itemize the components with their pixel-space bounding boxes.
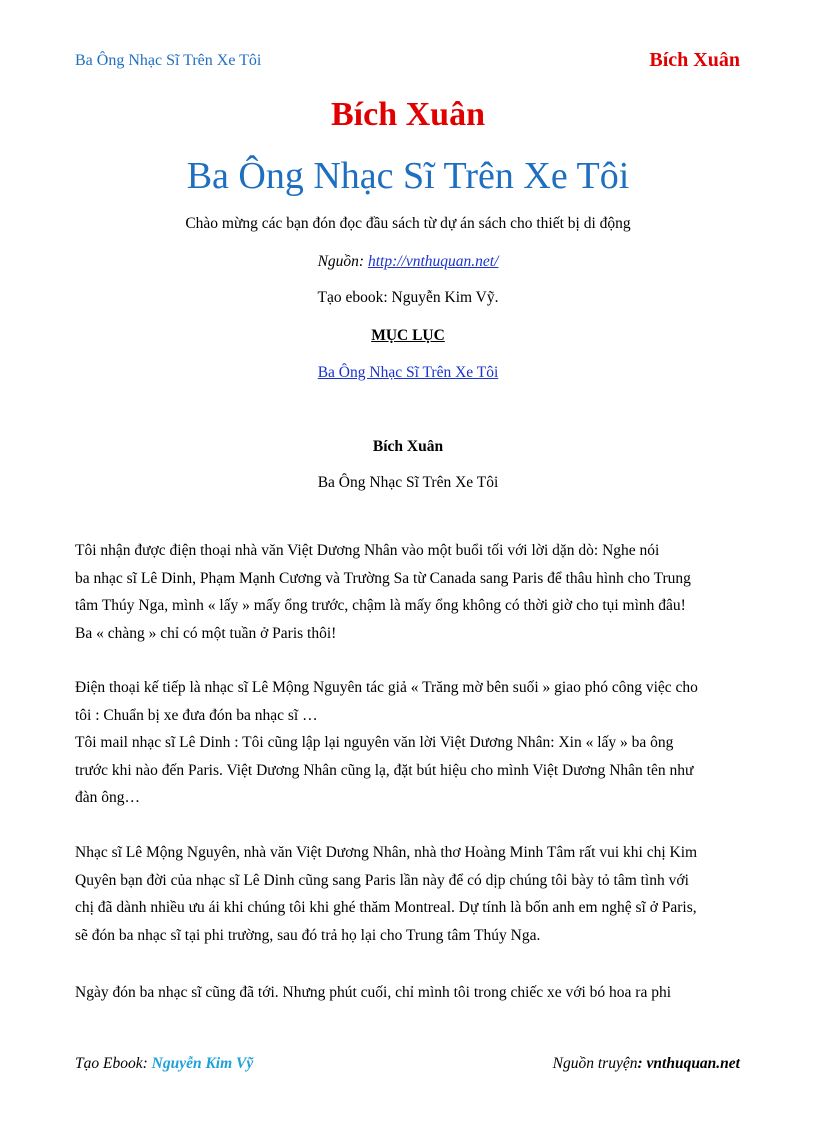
paragraph-line: sẽ đón ba nhạc sĩ tại phi trường, sau đó trả họ lại cho Trung tâm Thúy Nga. bbox=[75, 926, 541, 944]
paragraph-line: ba nhạc sĩ Lê Dinh, Phạm Mạnh Cương và Trường Sa từ Canada sang Paris để thâu hình cho Trung bbox=[75, 569, 691, 587]
welcome-text: Chào mừng các bạn đón đọc đầu sách từ dự án sách cho thiết bị di động bbox=[185, 215, 631, 232]
source-line bbox=[0, 253, 816, 271]
paragraph bbox=[75, 537, 745, 647]
paragraph-line: Ngày đón ba nhạc sĩ cũng đã tới. Nhưng phút cuối, chỉ mình tôi trong chiếc xe với bó hoa ra phi bbox=[75, 984, 672, 1001]
book-author: Bích Xuân bbox=[331, 96, 485, 133]
ebook-creator: Tạo ebook: Nguyễn Kim Vỹ. bbox=[317, 289, 499, 306]
paragraph-line: tâm Thúy Nga, mình « lấy » mấy ổng trước, chậm là mấy ổng không có thời giờ cho tụi mình đâu! bbox=[75, 597, 686, 614]
source-link[interactable]: http://vnthuquan.net/ bbox=[367, 253, 499, 270]
paragraph-line: Tôi mail nhạc sĩ Lê Dinh : Tôi cũng lập lại nguyên văn lời Việt Dương Nhân: Xin « lấy » ba ông bbox=[75, 734, 674, 751]
paragraph-line: Ba « chàng » chỉ có một tuần ở Paris thôi! bbox=[75, 624, 337, 642]
footer-ebook-credit bbox=[75, 1055, 253, 1073]
paragraph-line: trước khi nào đến Paris. Việt Dương Nhân cũng lạ, đặt bút hiệu cho mình Việt Dương Nhân tên như bbox=[75, 761, 694, 779]
footer-credit-separator: : bbox=[142, 1055, 152, 1072]
footer-source-label: Nguồn truyện bbox=[552, 1055, 638, 1072]
footer-source bbox=[553, 1055, 740, 1073]
paragraph-line: Tôi nhận được điện thoại nhà văn Việt Dương Nhân vào một buổi tối với lời dặn dò: Nghe nói bbox=[75, 542, 660, 559]
toc-item-link[interactable]: Ba Ông Nhạc Sĩ Trên Xe Tôi bbox=[317, 364, 499, 381]
running-header-title: Ba Ông Nhạc Sĩ Trên Xe Tôi bbox=[75, 52, 262, 69]
paragraph-line: Nhạc sĩ Lê Mộng Nguyên, nhà văn Việt Dương Nhân, nhà thơ Hoàng Minh Tâm rất vui khi chị Kim bbox=[75, 844, 698, 861]
paragraph bbox=[75, 979, 745, 1007]
footer-credit-label: Tạo Ebook bbox=[75, 1055, 143, 1072]
section-author: Bích Xuân bbox=[372, 438, 444, 455]
paragraph bbox=[75, 674, 745, 812]
paragraph-line: đàn ông… bbox=[75, 789, 141, 806]
footer-credit-name: Nguyễn Kim Vỹ bbox=[151, 1055, 254, 1072]
footer-source-separator: : bbox=[637, 1055, 647, 1072]
footer-source-site: vnthuquan.net bbox=[646, 1055, 740, 1072]
section-title: Ba Ông Nhạc Sĩ Trên Xe Tôi bbox=[317, 474, 499, 491]
paragraph bbox=[75, 839, 745, 949]
running-header-author: Bích Xuân bbox=[649, 49, 740, 71]
toc-heading: MỤC LỤC bbox=[371, 327, 445, 344]
book-title: Ba Ông Nhạc Sĩ Trên Xe Tôi bbox=[186, 155, 630, 197]
paragraph-line: chị đã dành nhiều ưu ái khi chúng tôi khi ghé thăm Montreal. Dự tính là bốn anh em nghệ sĩ ở Paris, bbox=[75, 899, 697, 916]
paragraph-line: Quyên bạn đời của nhạc sĩ Lê Dinh cũng sang Paris lần này để có dịp chúng tôi bày tỏ tâm tình với bbox=[75, 871, 689, 889]
source-label: Nguồn: bbox=[317, 253, 368, 270]
paragraph-line: Điện thoại kế tiếp là nhạc sĩ Lê Mộng Nguyên tác giả « Trăng mờ bên suối » giao phó công việc cho bbox=[75, 679, 698, 696]
paragraph-line: tôi : Chuẩn bị xe đưa đón ba nhạc sĩ … bbox=[75, 706, 318, 724]
